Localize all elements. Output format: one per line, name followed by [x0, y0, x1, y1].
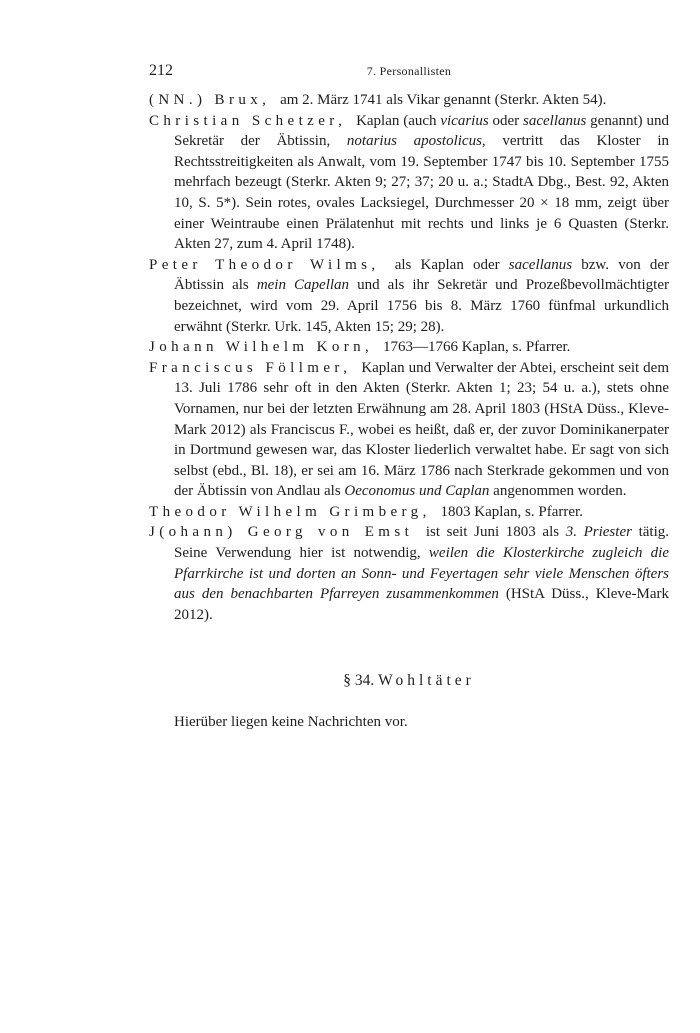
section-title: Wohltäter — [378, 672, 475, 690]
entry-text: (HStA Düss., Kleve-Mark 2012). — [174, 586, 669, 623]
document-page — [149, 60, 669, 731]
entry-text: oder — [488, 112, 524, 129]
entry-text: angenommen worden. — [489, 483, 627, 500]
person-name: Franciscus Föllmer, — [149, 359, 352, 376]
person-name: Theodor Wilhelm Grimberg, — [149, 503, 431, 520]
running-header — [149, 60, 669, 86]
entry-text: als Kaplan oder — [394, 256, 509, 273]
entry-text: 1803 Kaplan, s. Pfarrer. — [440, 503, 583, 520]
entry-text: tätig. Seine Verwendung hier ist notwendig, — [174, 524, 669, 562]
entry-schetzer — [149, 111, 669, 255]
running-title: 7. Personallisten — [366, 64, 452, 78]
entry-text-italic: vicarius — [440, 112, 489, 129]
entry-text: Kaplan (auch — [356, 112, 441, 129]
person-name: J(ohann) Georg von Emst — [149, 524, 414, 541]
entry-text: Kaplan und Verwalter der Abtei, erscheint seit dem 13. Juli 1786 sehr oft in den Akten (Sterkr. Akten 1; 23; 54 u. a.), stets ohne Vornamen, nur bei der letzten Erwähnung am 28. April 1803 (HStA Düss., Kleve-Mark 2012) als Franciscus F., wobei es heißt, daß er, der zuvor Dominikanerpater in Dortmund gewesen war, das Kloster liederlich verwaltet habe. Er sagt von sich selbst (ebd., Bl. 18), er sei am 16. März 1786 nach Sterkrade gekommen und von der Äbtissin von Andlau als — [174, 359, 670, 500]
entry-text-italic: sacellanus — [508, 256, 573, 273]
person-name: (NN.) Brux, — [149, 92, 271, 108]
page-number: 212 — [149, 62, 173, 79]
entry-list — [149, 90, 669, 625]
person-name: Johann Wilhelm Korn, — [149, 339, 374, 356]
entry-text: 1763—1766 Kaplan, s. Pfarrer. — [382, 339, 571, 356]
person-name: Christian Schetzer, — [149, 112, 347, 129]
entry-text-italic: Oeconomus und Caplan — [344, 483, 490, 500]
entry-emst — [149, 522, 669, 625]
entry-text-italic: mein Capellan — [256, 277, 350, 294]
entry-text: ist seit Juni 1803 als — [425, 524, 566, 541]
entry-text: genannt) und Sekretär der Äbtissin, — [174, 112, 669, 150]
entry-text: und als ihr Sekretär und Prozeßbevollmächtigter bezeichnet, wird vom 29. April 1756 bis 8. März 1760 fünfmal urkundlich erwähnt (Sterkr. Urk. 145, Akten 15; 29; 28). — [174, 277, 669, 335]
entry-text-italic: weilen die Klosterkirche zugleich die Pfarrkirche ist und dorten an Sonn- und Feyertagen sehr viele Menschen öfters aus den benachbarten Pfarreyen zusammenkommen — [174, 545, 669, 603]
entry-text-italic: 3. Priester — [565, 524, 632, 541]
section-heading — [149, 672, 669, 690]
entry-text: vertritt das Kloster in Rechtsstreitigkeiten als Anwalt, vom 19. September 1747 bis 10. September 1755 mehrfach bezeugt (Sterkr. Akten 9; 27; 37; 20 u. a.; StadtA Dbg., Best. 92, Akten 10, S. 5*). Sein rotes, ovales Lacksiegel, Durchmesser 20 × 18 mm, zeigt über einer Weintraube einen Prälatenhut mit rechts und links je 6 Quasten (Sterkr. Akten 27, zum 4. April 1748). — [174, 133, 669, 253]
person-name: Peter Theodor Wilms, — [149, 256, 380, 273]
entry-text-italic: notarius apostolicus, — [346, 133, 486, 150]
entry-text: am 2. März 1741 als Vikar genannt (Sterkr. Akten 54). — [280, 92, 607, 108]
entry-grimberg — [149, 502, 669, 523]
entry-korn — [149, 337, 669, 358]
entry-wilms — [149, 255, 669, 337]
entry-brux — [149, 90, 669, 111]
entry-text: bzw. von der Äbtissin als — [174, 256, 669, 294]
section-mark: § 34. — [343, 672, 375, 690]
entry-text-italic: sacellanus — [523, 112, 587, 129]
entry-foellmer — [149, 358, 669, 502]
section-note: Hierüber liegen keine Nachrichten vor. — [174, 714, 408, 731]
